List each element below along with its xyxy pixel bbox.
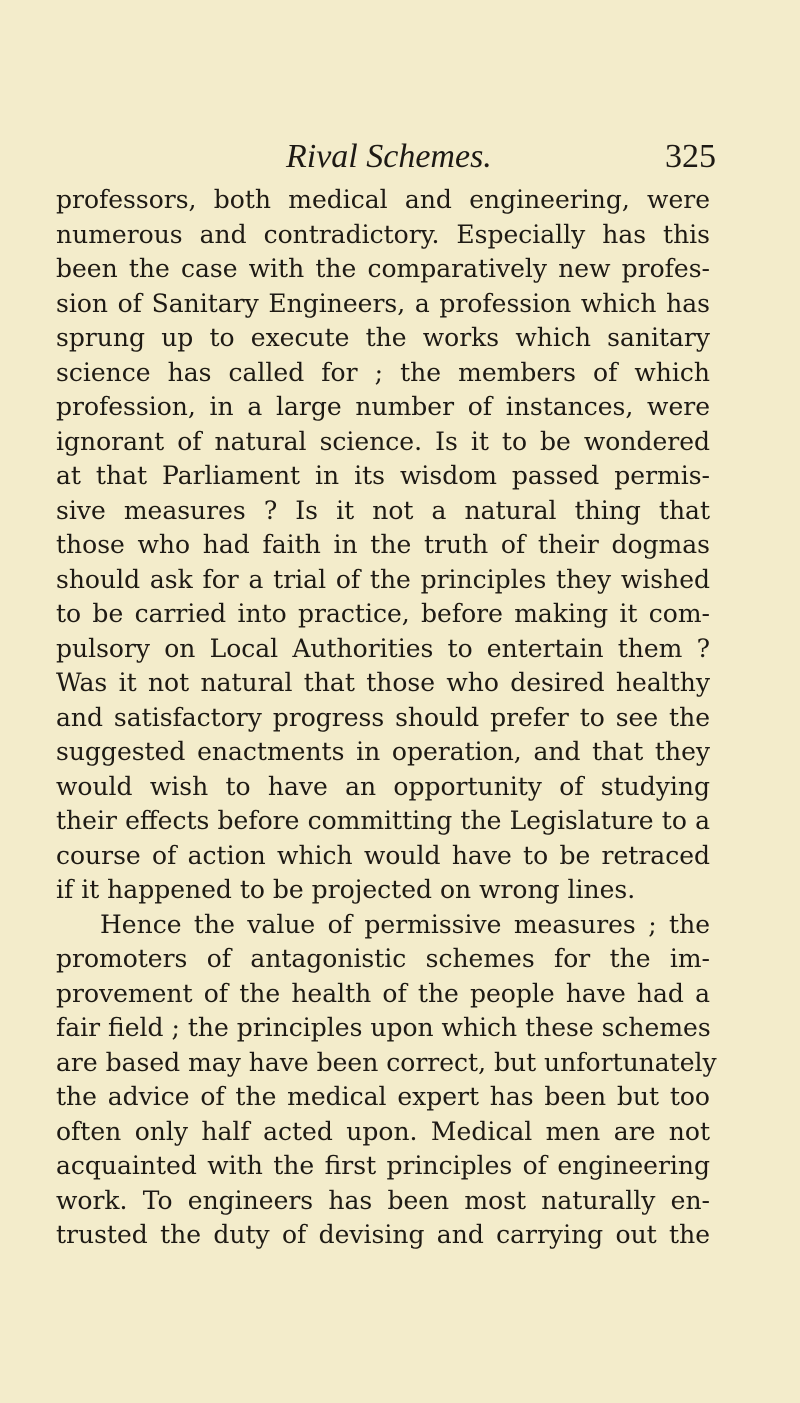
text-line: science has called for ; the members of which: [56, 357, 710, 387]
text-line: provement of the health of the people have had a: [56, 978, 710, 1008]
text-line: if it happened to be projected on wrong lines.: [56, 875, 636, 904]
text-line: sive measures ? Is it not a natural thing that: [56, 495, 710, 525]
text-line: acquainted with the first principles of engineering: [56, 1151, 710, 1180]
text-line: their effects before committing the Legislature to a: [56, 806, 710, 835]
text-line: promoters of antagonistic schemes for the im-: [56, 944, 710, 973]
paragraph-start-line: Hence the value of permissive measures ; the: [100, 909, 710, 939]
text-line: at that Parliament in its wisdom passed permis-: [56, 461, 710, 490]
text-line: Was it not natural that those who desired healthy: [56, 668, 710, 697]
text-line: professors, both medical and engineering, were: [56, 185, 710, 214]
text-line: suggested enactments in operation, and that they: [56, 737, 710, 766]
page-number: 325: [665, 138, 716, 175]
text-line: would wish to have an opportunity of studying: [56, 771, 710, 801]
text-line: should ask for a trial of the principles they wished: [56, 564, 710, 594]
running-title: Rival Schemes.: [286, 138, 492, 175]
body-text: [56, 183, 717, 1253]
text-line: numerous and contradictory. Especially has this: [56, 219, 710, 249]
text-line: ignorant of natural science. Is it to be wondered: [56, 426, 710, 456]
text-line: often only half acted upon. Medical men are not: [56, 1116, 710, 1146]
text-line: trusted the duty of devising and carrying out the: [56, 1220, 710, 1249]
text-line: pulsory on Local Authorities to entertain them ?: [56, 633, 710, 663]
text-line: profession, in a large number of instances, were: [56, 392, 710, 421]
running-header: [286, 136, 716, 178]
text-line: to be carried into practice, before making it com-: [56, 599, 710, 628]
text-line: sion of Sanitary Engineers, a profession which has: [56, 288, 710, 318]
text-line: and satisfactory progress should prefer to see the: [56, 702, 710, 732]
text-line: course of action which would have to be retraced: [56, 840, 710, 870]
text-line: the advice of the medical expert has been but too: [56, 1082, 710, 1111]
text-line: are based may have been correct, but unfortunately: [56, 1047, 717, 1077]
text-line: work. To engineers has been most naturally en-: [56, 1185, 710, 1215]
text-line: been the case with the comparatively new profes-: [56, 254, 710, 283]
text-line: fair field ; the principles upon which these schemes: [56, 1013, 711, 1042]
text-line: those who had faith in the truth of their dogmas: [56, 530, 710, 559]
text-line: sprung up to execute the works which sanitary: [56, 323, 710, 352]
